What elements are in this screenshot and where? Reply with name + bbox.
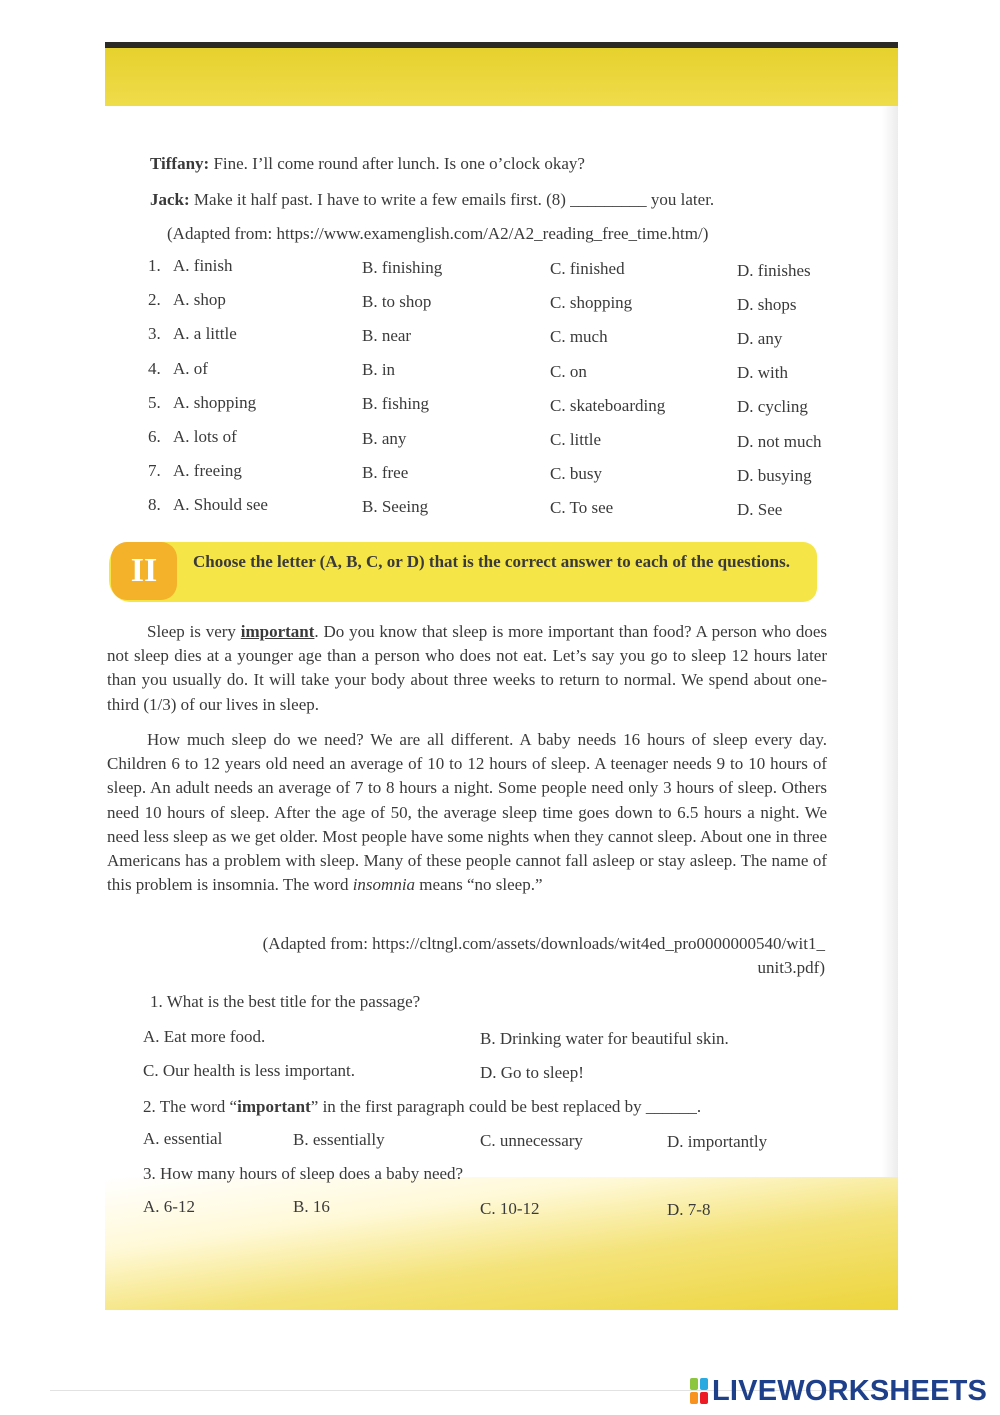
worksheet-page [105,42,898,1310]
liveworksheets-logo[interactable] [690,1374,987,1408]
brand-name: LIVEWORKSHEETS [712,1374,988,1407]
footer-band [105,1177,898,1310]
speaker-name: Jack: [150,190,190,209]
logo-square [690,1378,698,1390]
passage-paragraph-2 [107,728,827,897]
dialogue-line-tiffany [150,154,585,174]
option-d[interactable]: D. shops [737,294,797,314]
keyword-important: important [237,1097,311,1116]
option-d[interactable]: D. any [737,328,783,348]
option-c[interactable]: C. 10-12 [480,1199,540,1218]
header-band [105,48,898,106]
logo-squares-icon [690,1378,708,1404]
option-d[interactable]: D. cycling [737,397,808,417]
option-d[interactable]: D. See [737,499,783,519]
paragraph-text: How much sleep do we need? We are all different. A baby needs 16 hours of sleep every day. Children 6 to 12 years old need an average of 10 to 12 hours of sleep. A teenager needs 9 to 10 hours of sleep. An adult needs an average of 7 to 8 hours a night. Some people need only 3 hours of sleep. Others need 10 hours of sleep. After the age of 50, the average sleep time goes down to 6.5 hours a night. We need less sleep as we get older. Most people have some nights when they cannot sleep. About one in three Americans has a problem with sleep. Many of these people cannot fall asleep or stay asleep. The name of this problem is insomnia. The word [107,730,827,895]
option-a[interactable]: A. shopping [173,392,257,412]
source-line: unit3.pdf) [757,958,825,977]
option-b[interactable]: B. free [362,462,409,482]
question-2-2 [143,1097,701,1117]
option-d[interactable]: D. with [737,363,788,383]
question-2-1: 1. What is the best title for the passage? [150,992,421,1011]
question-text: 2. The word “ [143,1097,238,1116]
option-d[interactable]: D. Go to sleep! [480,1063,584,1082]
dialogue-text: Make it half past. I have to write a few emails first. (8) _________ you later. [189,190,715,209]
source-line: (Adapted from: https://cltngl.com/assets/downloads/wit4ed_pro0000000540/wit1_ [262,934,825,953]
option-a[interactable]: A. freeing [173,461,242,481]
paragraph-text: Sleep is very [147,622,241,641]
option-a[interactable]: A. finish [173,256,233,275]
option-a[interactable]: A. a little [173,324,237,344]
option-b[interactable]: B. Drinking water for beautiful skin. [480,1029,729,1048]
option-c[interactable]: C. finished [550,259,625,278]
section-number-badge: II [111,542,177,600]
page-edge-shadow [882,106,898,1177]
option-d[interactable]: D. finishes [737,260,811,280]
source-citation-1: (Adapted from: https://www.examenglish.com/A2/A2_reading_free_time.htm/) [167,224,709,243]
option-d[interactable]: D. 7-8 [667,1200,711,1219]
option-c[interactable]: C. unnecessary [480,1131,583,1150]
option-d[interactable]: D. busying [737,465,812,485]
question-number: 7. [148,461,161,481]
option-c[interactable]: C. busy [550,464,602,484]
option-b[interactable]: B. finishing [362,257,443,277]
option-c[interactable]: C. Our health is less important. [143,1061,356,1080]
option-a[interactable]: A. Should see [173,495,268,515]
paragraph-text: means “no sleep.” [415,875,543,895]
option-b[interactable]: B. 16 [293,1197,330,1216]
option-b[interactable]: B. to shop [362,291,432,311]
option-c[interactable]: C. shopping [550,293,633,313]
option-b[interactable]: B. fishing [362,394,430,414]
question-number: 4. [148,358,161,378]
option-a[interactable]: A. essential [143,1129,223,1148]
option-c[interactable]: C. skateboarding [550,395,666,415]
option-a[interactable]: A. of [173,358,208,378]
question-2-3: 3. How many hours of sleep does a baby need? [143,1164,464,1183]
option-c[interactable]: C. To see [550,498,614,518]
option-a[interactable]: A. Eat more food. [143,1027,266,1046]
italic-term: insomnia [352,875,416,895]
logo-square [700,1392,708,1404]
source-citation-2 [145,932,825,980]
keyword-important: important [240,622,315,641]
option-a[interactable]: A. 6-12 [143,1197,195,1216]
option-b[interactable]: B. in [362,360,396,380]
question-number: 5. [148,392,161,412]
option-b[interactable]: B. near [362,325,412,345]
dialogue-text: Fine. I’ll come round after lunch. Is one o’clock okay? [209,154,585,173]
paragraph-text: . Do you know that sleep is more important than food? A person who does not sleep dies at a younger age than a person who does not eat. Let’s say you go to sleep 12 hours later than you usually do. It will take your body about three weeks to return to normal. We spend about one-third (1/3) of our lives in sleep. [107,622,827,714]
question-number: 3. [148,324,161,344]
option-b[interactable]: B. essentially [293,1130,385,1149]
option-b[interactable]: B. any [362,428,407,448]
question-number: 6. [148,427,161,446]
option-c[interactable]: C. on [550,361,587,381]
question-number: 8. [148,495,161,515]
option-d[interactable]: D. importantly [667,1132,768,1151]
passage-paragraph-1 [107,620,827,717]
option-b[interactable]: B. Seeing [362,496,429,516]
option-c[interactable]: C. little [550,430,601,449]
logo-square [700,1378,708,1390]
logo-square [690,1392,698,1404]
section-instruction: Choose the letter (A, B, C, or D) that is the correct answer to each of the questions. [193,552,790,571]
option-d[interactable]: D. not much [737,431,822,451]
speaker-name: Tiffany: [150,154,210,173]
question-number: 1. [148,256,161,275]
question-number: 2. [148,290,161,310]
option-c[interactable]: C. much [550,327,608,347]
option-a[interactable]: A. lots of [173,427,237,446]
option-a[interactable]: A. shop [173,290,226,310]
question-text: ” in the first paragraph could be best replaced by ______. [310,1097,702,1116]
dialogue-line-jack [150,190,714,210]
